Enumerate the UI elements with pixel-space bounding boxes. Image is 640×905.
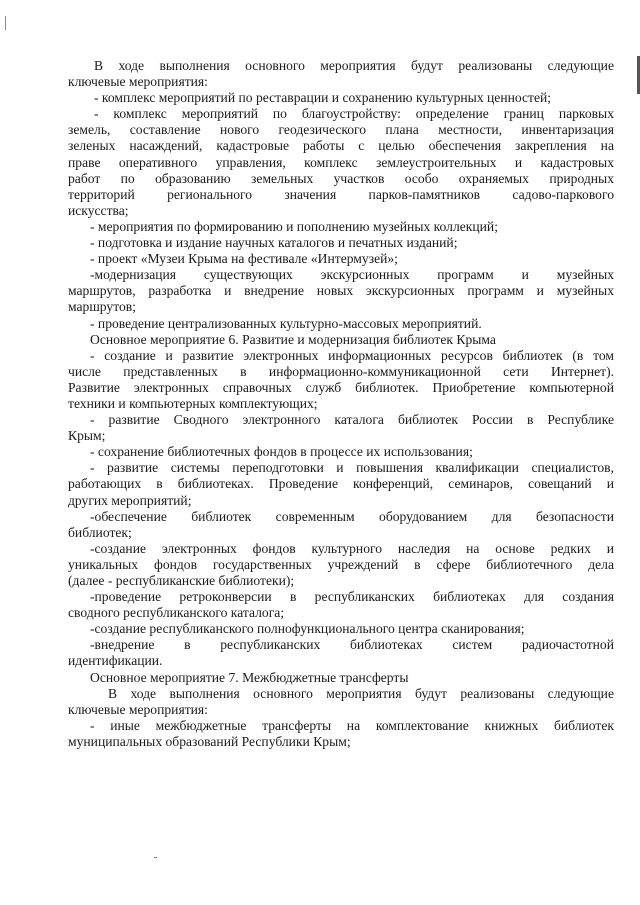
text-line: работающих в библиотеках. Проведение конференций, семинаров, совещаний и [68,476,614,492]
paragraph [68,541,614,589]
paragraph [68,718,614,750]
paragraph [68,686,614,718]
paragraph [68,58,614,90]
text-line: - проект «Музеи Крыма на фестивале «Интермузей»; [90,251,398,267]
text-line: уникальных фондов государственных учреждений в сфере библиотечного дела [68,556,614,572]
paragraph [68,90,614,106]
paragraph [68,444,614,460]
text-line: - развитие системы переподготовки и повышения квалификации специалистов, [90,460,614,476]
scan-edge-mark [5,16,6,30]
paragraph [68,332,614,348]
text-line: -создание республиканского полнофункционального центра сканирования; [90,621,525,637]
text-line: - иные межбюджетные трансферты на комплектование книжных библиотек [90,717,614,733]
paragraph [68,412,614,444]
text-line: -создание электронных фондов культурного наследия на основе редких и [90,540,614,556]
text-line: - развитие Сводного электронного каталога библиотек России в Республике [90,412,614,428]
paragraph [68,316,614,332]
text-line: маршрутов; [68,299,136,315]
text-line: В ходе выполнения основного мероприятия будут реализованы следующие [94,58,614,73]
text-line: Основное мероприятие 7. Межбюджетные трансферты [90,669,409,685]
text-line: - сохранение библиотечных фондов в процессе их использования; [90,444,473,460]
paragraph [68,267,614,315]
text-line: ключевые мероприятия: [68,701,208,717]
text-line: - комплекс мероприятий по благоустройству: определение границ парковых [94,106,614,122]
text-line: -проведение ретроконверсии в республиканских библиотеках для создания [90,589,614,605]
paragraph [68,219,614,235]
text-line: сводного республиканского каталога; [68,605,285,621]
text-line: земель, составление нового геодезического плана местности, инвентаризация [68,122,614,138]
text-line: -внедрение в республиканских библиотеках систем радиочастотной [90,637,614,653]
paragraph [68,509,614,541]
text-line: праве оперативного управления, комплекс землеустроительных и кадастровых [68,154,614,170]
text-line: зеленых насаждений, кадастровые работы с целью обеспечения закрепления на [68,138,614,154]
text-line: ключевые мероприятия: [68,74,208,90]
text-line: работ по образованию земельных участков особо охраняемых природных [68,170,614,186]
paragraph [68,460,614,508]
text-line: -модернизация существующих экскурсионных программ и музейных [90,267,614,283]
text-line: других мероприятий; [68,492,192,508]
text-line: -обеспечение библиотек современным оборудованием для безопасности [90,508,614,524]
text-line: муниципальных образований Республики Крым; [68,733,351,749]
paragraph [68,670,614,686]
text-line: - комплекс мероприятий по реставрации и сохранению культурных ценностей; [94,90,552,106]
paragraph [68,348,614,412]
scan-speck [154,857,157,858]
text-line: числе представленных в информационно-коммуникационной сети Интернет). [68,363,614,379]
text-line: Крым; [68,428,106,444]
text-line: идентификации. [68,653,163,669]
text-line: техники и компьютерных комплектующих; [68,395,318,411]
paragraph [68,637,614,669]
text-line: - проведение централизованных культурно-массовых мероприятий. [90,315,482,331]
text-line: искусства; [68,202,129,218]
text-line: маршрутов, разработка и внедрение новых экскурсионных программ и музейных [68,283,614,299]
paragraph [68,621,614,637]
paragraph [68,251,614,267]
text-line: Развитие электронных справочных служб библиотек. Приобретение компьютерной [68,379,614,395]
text-line: библиотек; [68,524,132,540]
text-line: В ходе выполнения основного мероприятия будут реализованы следующие [108,685,614,701]
paragraph [68,235,614,251]
document-body [68,58,614,750]
text-line: Основное мероприятие 6. Развитие и модернизация библиотек Крыма [90,331,496,347]
text-line: - мероприятия по формированию и пополнению музейных коллекций; [90,218,498,234]
text-line: - подготовка и издание научных каталогов и печатных изданий; [90,235,458,251]
text-line: - создание и развитие электронных информационных ресурсов библиотек (в том [90,347,614,363]
paragraph [68,106,614,219]
paragraph [68,589,614,621]
text-line: (далее - республиканские библиотеки); [68,573,295,588]
text-line: территорий регионального значения парков-памятников садово-паркового [68,186,614,202]
